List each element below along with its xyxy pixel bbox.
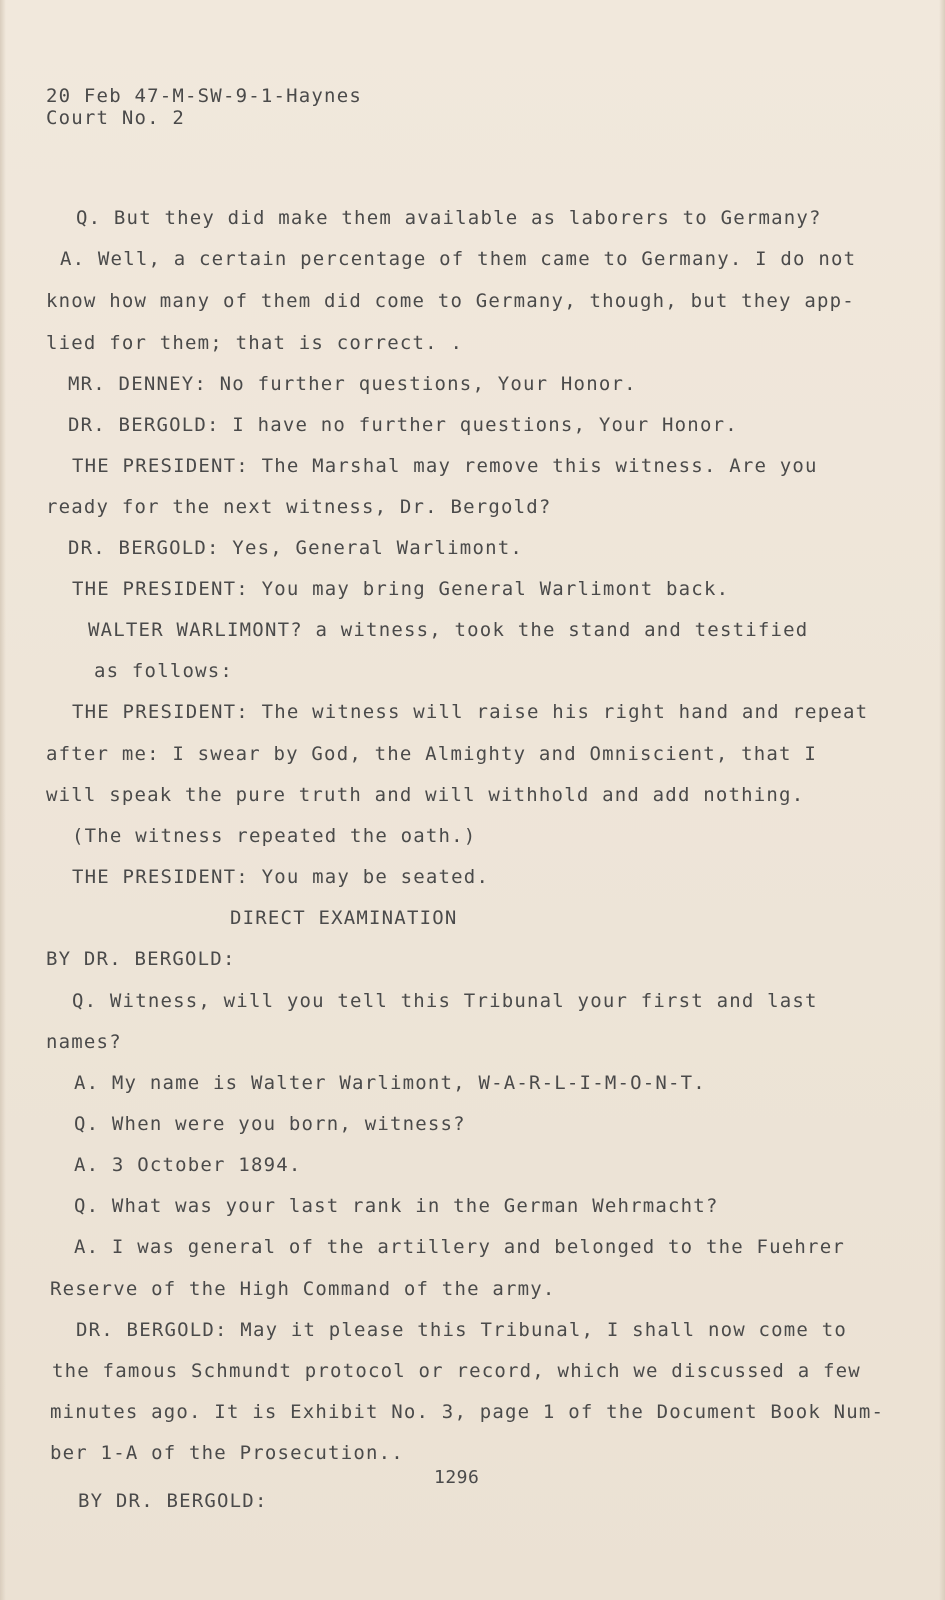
transcript-line: will speak the pure truth and will withhold and add nothing.	[46, 784, 805, 806]
transcript-line: A. My name is Walter Warlimont, W-A-R-L-I-M-O-N-T.	[74, 1072, 706, 1094]
transcript-line: Q. When were you born, witness?	[74, 1113, 466, 1135]
transcript-line: A. Well, a certain percentage of them came to Germany. I do not	[60, 248, 857, 270]
transcript-line: WALTER WARLIMONT? a witness, took the stand and testified	[88, 619, 809, 641]
transcript-line: Reserve of the High Command of the army.	[50, 1278, 556, 1300]
transcript-line: THE PRESIDENT: You may bring General Warlimont back.	[72, 578, 730, 600]
section-heading: DIRECT EXAMINATION	[230, 907, 458, 929]
transcript-line: THE PRESIDENT: The witness will raise his right hand and repeat	[72, 701, 869, 723]
transcript-line: after me: I swear by God, the Almighty and Omniscient, that I	[46, 743, 817, 765]
header-line-date: 20 Feb 47-M-SW-9-1-Haynes	[46, 85, 362, 107]
transcript-line: names?	[46, 1031, 122, 1053]
page-edge-left	[0, 0, 6, 1600]
transcript-line: BY DR. BERGOLD:	[78, 1490, 268, 1512]
transcript-line: the famous Schmundt protocol or record, which we discussed a few	[52, 1360, 861, 1382]
transcript-line: know how many of them did come to Germany, though, but they app-	[46, 290, 855, 312]
page-number: 1296	[434, 1467, 480, 1488]
transcript-line: ready for the next witness, Dr. Bergold?	[46, 496, 552, 518]
transcript-line: BY DR. BERGOLD:	[46, 948, 236, 970]
transcript-line: ber 1-A of the Prosecution..	[50, 1442, 404, 1464]
transcript-line: MR. DENNEY: No further questions, Your Honor.	[68, 373, 637, 395]
transcript-line: (The witness repeated the oath.)	[72, 825, 477, 847]
transcript-line: DR. BERGOLD: I have no further questions, Your Honor.	[68, 414, 738, 436]
transcript-line: lied for them; that is correct. .	[46, 332, 464, 354]
page-edge-right	[939, 0, 945, 1600]
transcript-line: minutes ago. It is Exhibit No. 3, page 1 of the Document Book Num-	[50, 1401, 885, 1423]
transcript-line: DR. BERGOLD: Yes, General Warlimont.	[68, 537, 524, 559]
transcript-line: DR. BERGOLD: May it please this Tribunal, I shall now come to	[76, 1319, 847, 1341]
transcript-line: Q. Witness, will you tell this Tribunal your first and last	[72, 990, 818, 1012]
header-line-court: Court No. 2	[46, 107, 186, 129]
transcript-line: as follows:	[94, 660, 234, 682]
transcript-line: Q. What was your last rank in the German Wehrmacht?	[74, 1195, 719, 1217]
transcript-line: Q. But they did make them available as laborers to Germany?	[76, 207, 822, 229]
transcript-line: A. 3 October 1894.	[74, 1154, 302, 1176]
transcript-line: THE PRESIDENT: The Marshal may remove this witness. Are you	[72, 455, 818, 477]
transcript-line: A. I was general of the artillery and belonged to the Fuehrer	[74, 1236, 845, 1258]
transcript-line: THE PRESIDENT: You may be seated.	[72, 866, 490, 888]
